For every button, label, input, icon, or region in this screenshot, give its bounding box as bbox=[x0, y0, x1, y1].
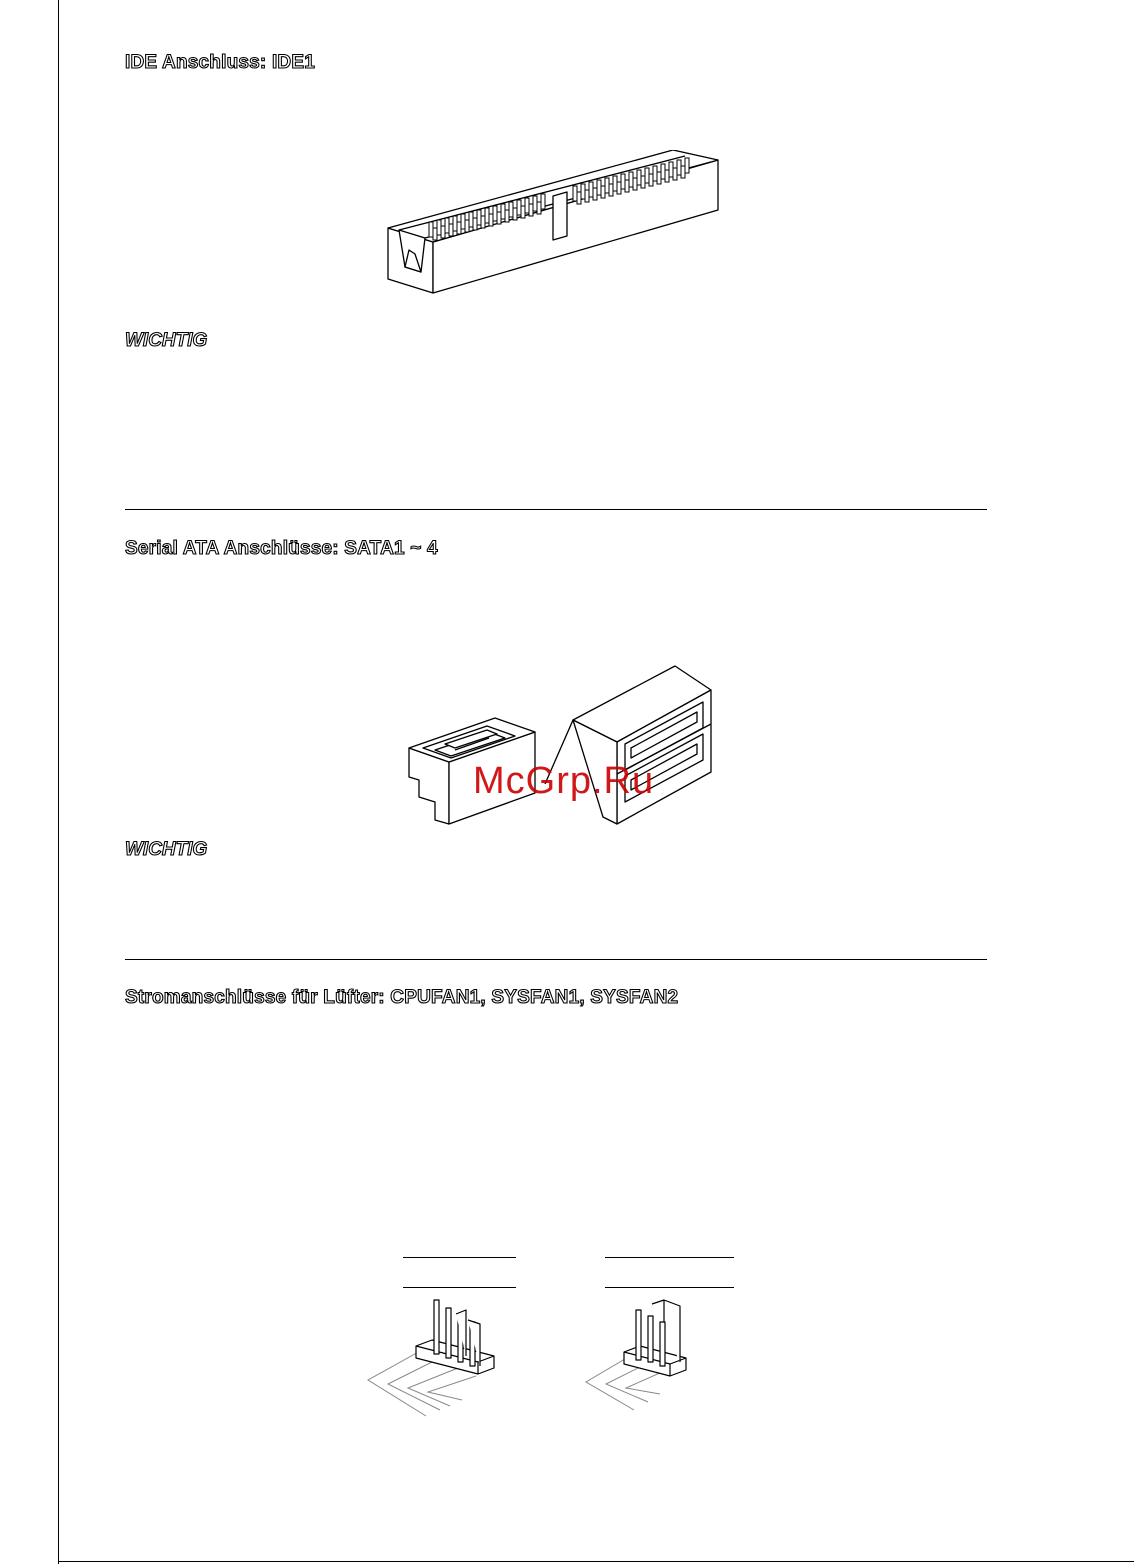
watermark: McGrp.Ru bbox=[473, 760, 655, 802]
sata-important-label: WICHTIG bbox=[125, 839, 208, 860]
cpufan-4pin-diagram bbox=[360, 1296, 510, 1420]
sysfan-label-line bbox=[605, 1287, 734, 1288]
page-frame-bottom bbox=[58, 1561, 1134, 1562]
sysfan-label-line bbox=[605, 1257, 734, 1258]
page-frame-left bbox=[58, 0, 59, 1564]
section-divider bbox=[125, 959, 987, 960]
cpufan-label-line bbox=[403, 1257, 516, 1258]
cpufan-label-line bbox=[403, 1287, 516, 1288]
fan-heading: Stromanschlüsse für Lüfter: CPUFAN1, SYSFAN1, SYSFAN2 bbox=[125, 987, 679, 1008]
section-divider bbox=[125, 509, 987, 510]
sysfan-3pin-diagram bbox=[582, 1296, 702, 1412]
sata-connector-diagram bbox=[405, 662, 717, 828]
sata-heading: Serial ATA Anschlüsse: SATA1 ~ 4 bbox=[125, 538, 438, 559]
ide-heading: IDE Anschluss: IDE1 bbox=[125, 52, 315, 73]
ide-important-label: WICHTIG bbox=[125, 330, 208, 351]
ide-connector-diagram bbox=[385, 150, 725, 298]
